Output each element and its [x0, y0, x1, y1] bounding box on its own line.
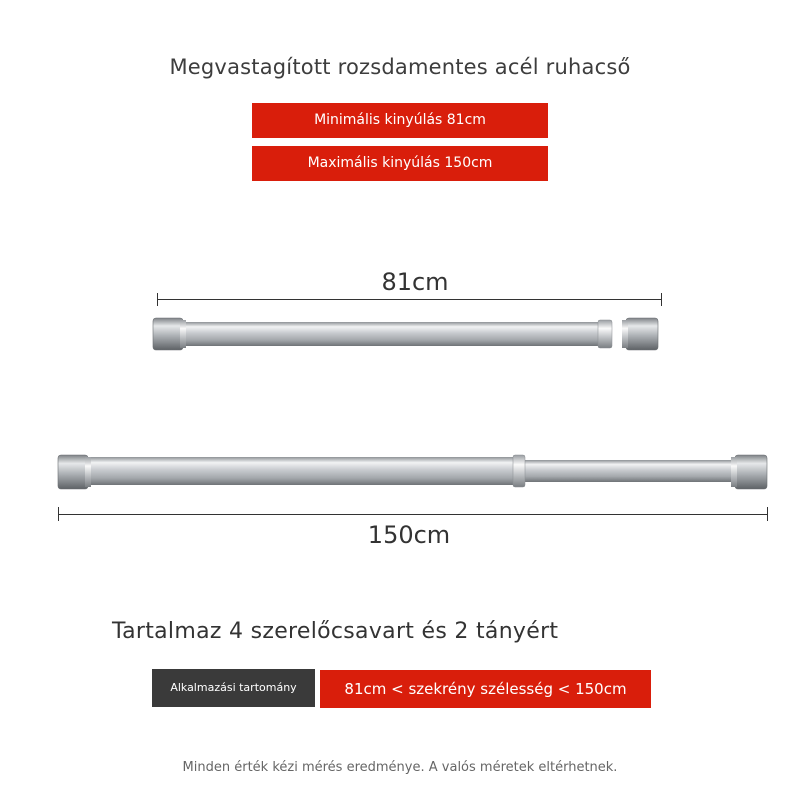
- short-rod-length-label: 81cm: [381, 268, 449, 296]
- long-rod: [58, 455, 767, 489]
- short-rod-end-cap-right: [626, 318, 658, 350]
- long-rod-end-cap-left: [58, 455, 88, 489]
- long-rod-outer-tube: [86, 457, 522, 485]
- short-rod-tube: [182, 322, 612, 346]
- application-range-value: 81cm < szekrény szélesség < 150cm: [320, 670, 651, 708]
- long-rod-collar-left: [85, 457, 91, 487]
- max-extension-badge: Maximális kinyúlás 150cm: [252, 146, 548, 181]
- included-hardware-text: Tartalmaz 4 szerelőcsavart és 2 tányért: [112, 619, 559, 644]
- measurement-disclaimer: Minden érték kézi mérés eredménye. A valós méretek eltérhetnek.: [182, 760, 618, 775]
- product-title: Megvastagított rozsdamentes acél ruhacső: [169, 55, 631, 79]
- long-rod-end-cap-right: [735, 455, 767, 489]
- long-rod-collar-right: [731, 457, 737, 487]
- long-rod-joint: [513, 455, 525, 487]
- short-rod-collar-right: [622, 320, 628, 348]
- min-extension-badge: Minimális kinyúlás 81cm: [252, 103, 548, 138]
- short-rod-joint: [598, 320, 612, 348]
- short-rod-end-cap-left: [153, 318, 183, 350]
- long-rod-inner-tube: [520, 460, 735, 482]
- long-rod-length-label: 150cm: [367, 521, 451, 549]
- short-rod: [153, 318, 658, 350]
- application-range-label: Alkalmazási tartomány: [152, 669, 315, 707]
- short-rod-collar-left: [180, 320, 186, 348]
